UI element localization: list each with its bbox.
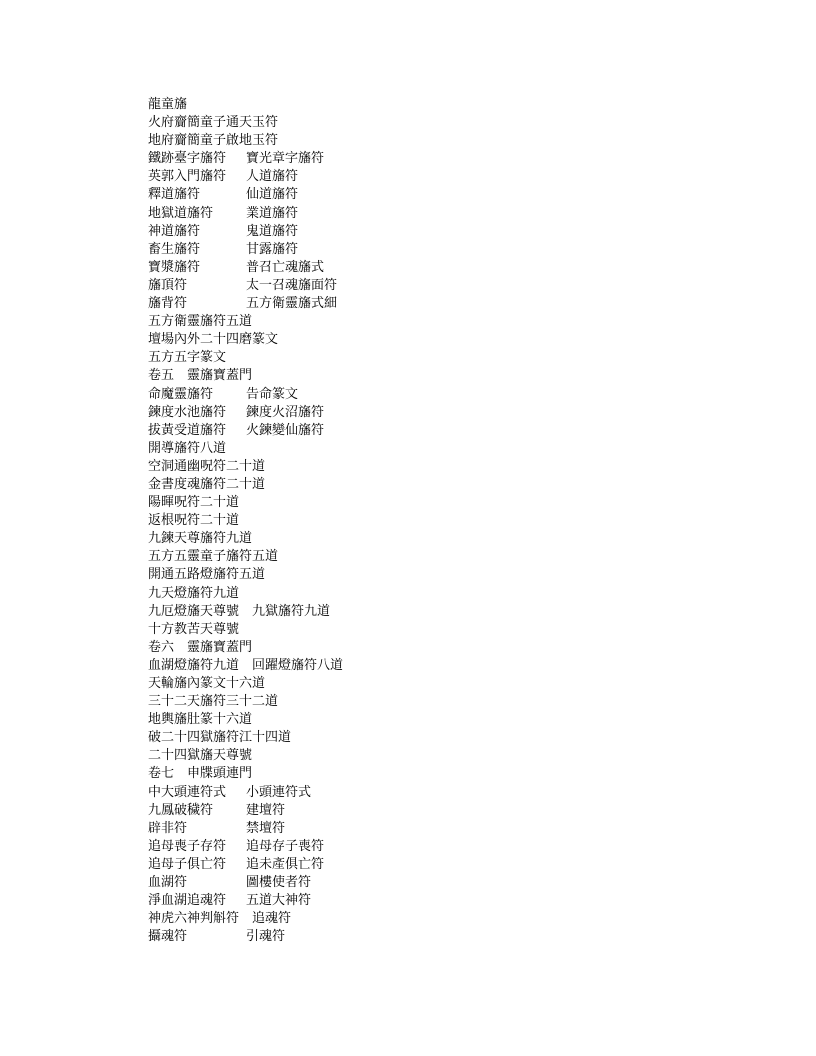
text-line [148,476,748,494]
entry-text: 地府齎簡童子啟地玉符 [148,133,279,149]
entry-text: 火府齎簡童子通天玉符 [148,115,279,131]
text-line [148,295,748,313]
text-line [148,313,748,331]
text-line [148,747,748,765]
entry-text-second: 小頭連符式 [246,784,312,800]
entry-text: 龍童旛 [148,97,188,112]
entry-text: 空洞通幽呪符二十道 [148,458,266,474]
entry-text: 追母喪子存符 [148,838,227,854]
entry-text: 地獄道旛符 [148,205,214,221]
text-line [148,259,748,277]
entry-text-second: 禁壇符 [246,820,286,836]
entry-text: 卷六 靈旛寶蓋門 [148,639,253,655]
text-line [148,675,748,693]
text-line [148,802,748,820]
text-line [148,530,748,548]
entry-text: 地輿旛肚篆十六道 [148,712,253,728]
entry-text-second: 建壇符 [246,802,286,818]
entry-text: 五方五字篆文 [148,350,227,366]
text-line [148,729,748,747]
entry-text-second: 寶光章字旛符 [246,151,325,167]
text-line [148,892,748,910]
entry-text: 淨血湖追魂符 [148,893,227,909]
entry-text-second: 仙道旛符 [246,187,299,203]
text-line [148,621,748,639]
entry-text-second: 人道旛符 [246,169,299,185]
entry-text: 神虎六神判斛符 追魂符 [148,911,292,927]
entry-text-second: 告命篆文 [246,386,299,402]
entry-text-second: 追母存子喪符 [246,838,325,854]
entry-text: 拔黃受道旛符 [148,422,227,438]
text-line [148,96,748,114]
text-line [148,711,748,729]
text-line [148,566,748,584]
text-line [148,367,748,385]
entry-text: 九天燈旛符九道 [148,585,240,601]
text-line [148,277,748,295]
text-line [148,639,748,657]
entry-text: 鐵跡臺字旛符 [148,151,227,167]
entry-text-second: 引魂符 [246,929,286,945]
text-line [148,386,748,404]
entry-text: 攝魂符 [148,929,188,945]
entry-text-second: 太一召魂旛面符 [246,277,338,293]
entry-text-second: 圖樓使者符 [246,875,312,891]
text-line [148,223,748,241]
entry-text: 卷七 申牒頭連門 [148,766,253,782]
entry-text: 陽暉呪符二十道 [148,495,240,511]
entry-text: 追母子俱亡符 [148,856,227,872]
entry-text: 血湖符 [148,875,188,891]
entry-text-second: 鍊度火沼旛符 [246,404,325,420]
text-line [148,874,748,892]
entry-text: 三十二天旛符三十二道 [148,694,279,710]
text-line [148,494,748,512]
text-line [148,512,748,530]
entry-text: 九鳳破穢符 [148,802,214,818]
text-line [148,910,748,928]
text-line [148,440,748,458]
entry-text-second: 甘露旛符 [246,241,299,257]
text-line [148,241,748,259]
text-line [148,150,748,168]
text-line [148,168,748,186]
entry-text: 返根呪符二十道 [148,513,240,529]
entry-text: 中大頭連符式 [148,784,227,800]
entry-text: 命魔靈旛符 [148,386,214,402]
text-line [148,603,748,621]
text-line [148,349,748,367]
text-line [148,331,748,349]
text-line [148,205,748,223]
entry-text: 釋道旛符 [148,187,201,203]
text-line [148,928,748,946]
text-line [148,820,748,838]
text-line [148,856,748,874]
entry-text: 鍊度水池旛符 [148,404,227,420]
entry-text: 二十四獄旛天尊號 [148,748,253,764]
entry-text-second: 普召亡魂旛式 [246,259,325,275]
entry-text-second: 追未產俱亡符 [246,856,325,872]
entry-text: 九鍊天尊旛符九道 [148,531,253,547]
entry-text: 寶漿旛符 [148,259,201,275]
text-line [148,422,748,440]
text-line [148,458,748,476]
entry-text: 天輪旛內篆文十六道 [148,676,266,691]
entry-text-second: 五方衛靈旛式細 [246,296,338,312]
text-line [148,657,748,675]
entry-text: 血湖燈旛符九道 回躍燈旛符八道 [148,657,344,673]
entry-text-second: 五道大神符 [246,893,312,909]
entry-text: 五方衛靈旛符五道 [148,314,253,330]
entry-text: 旛背符 [148,296,188,312]
entry-text: 五方五靈童子旛符五道 [148,549,279,565]
document-page [148,96,748,946]
text-line [148,838,748,856]
entry-text: 破二十四獄旛符江十四道 [148,730,292,746]
text-line [148,765,748,783]
text-line [148,585,748,603]
entry-text-second: 火鍊變仙旛符 [246,422,325,438]
entry-text-second: 業道旛符 [246,205,299,221]
text-line [148,132,748,150]
text-line [148,114,748,132]
text-line [148,693,748,711]
entry-text: 卷五 靈旛寶蓋門 [148,368,253,384]
text-line [148,404,748,422]
entry-text: 金書度魂旛符二十道 [148,476,266,492]
entry-text: 開導旛符八道 [148,440,227,456]
text-line [148,548,748,566]
entry-text: 英郭入門旛符 [148,169,227,185]
entry-text-second: 鬼道旛符 [246,223,299,239]
entry-text: 九厄燈旛天尊號 九獄旛符九道 [148,603,331,619]
text-line [148,186,748,204]
text-line [148,784,748,802]
entry-text: 畜生旛符 [148,241,201,257]
entry-text: 旛頂符 [148,277,188,293]
entry-text: 辟非符 [148,820,188,836]
entry-text: 神道旛符 [148,223,201,239]
entry-text: 開通五路燈旛符五道 [148,567,266,583]
entry-text: 十方教苦天尊號 [148,621,240,637]
entry-text: 壇場內外二十四磨篆文 [148,332,279,348]
